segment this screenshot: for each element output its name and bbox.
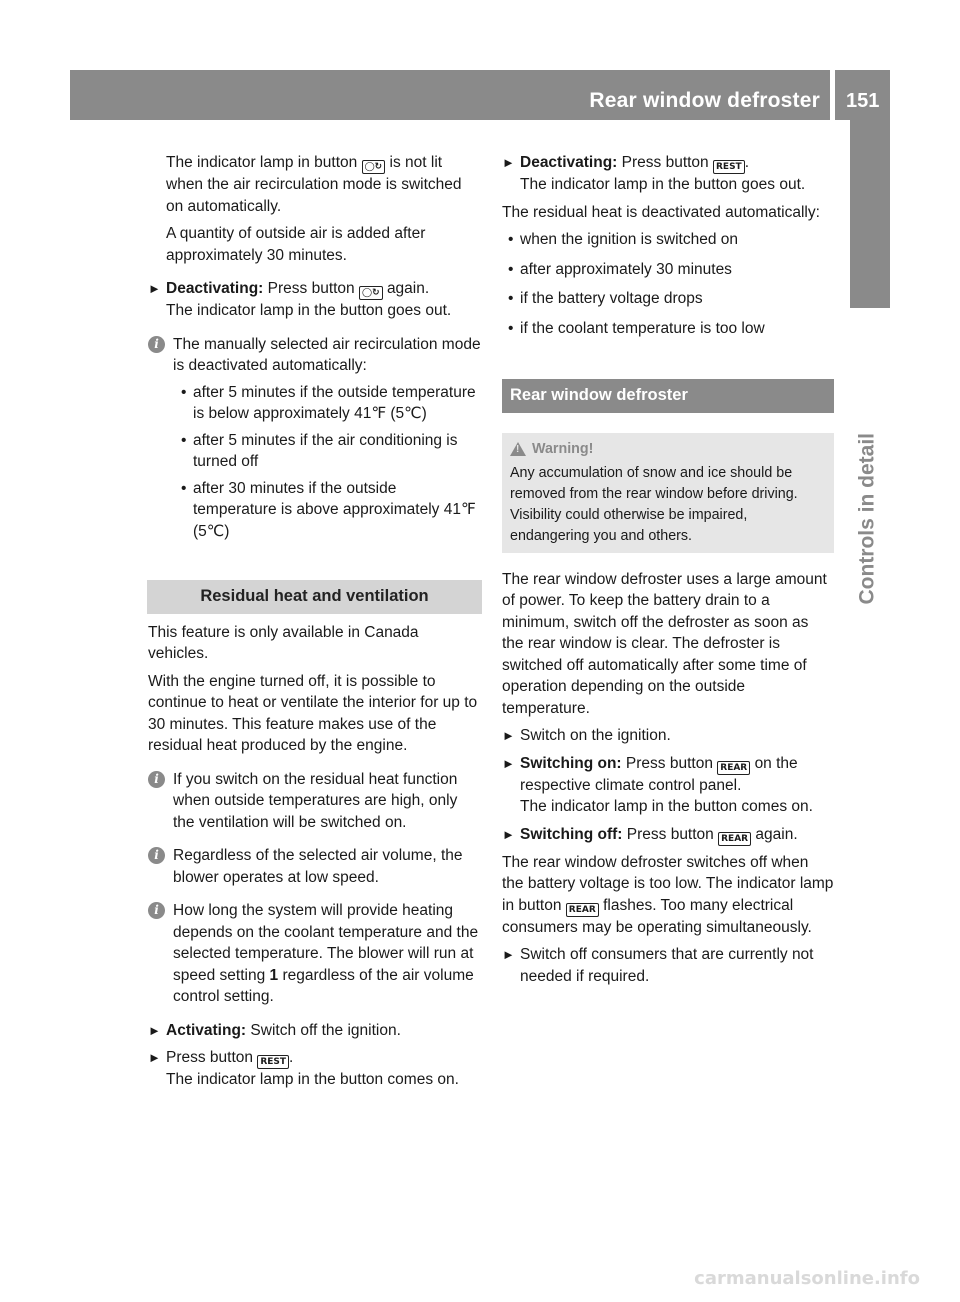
- warning-icon: [510, 442, 526, 456]
- section-heading-residual-heat: Residual heat and ventilation: [147, 580, 482, 614]
- step-arrow-icon: ►: [502, 947, 515, 962]
- press-rest-step: ► Press button REST . The indicator lamp in the button comes on.: [148, 1049, 459, 1088]
- rear-defroster-button-icon: REAR: [718, 832, 751, 846]
- rest-button-icon: REST: [257, 1055, 289, 1069]
- warning-text: Any accumulation of snow and ice should be removed from the rear window before driving. Visibility could otherwise be impaired, endangering you and others.: [510, 464, 798, 544]
- info-note: i If you switch on the residual heat function when outside temperatures are high, only the ventilation will be switched on.: [148, 769, 482, 834]
- list-item: • if the coolant temperature is too low: [508, 318, 834, 340]
- ignition-step: ► Switch on the ignition.: [502, 725, 834, 747]
- step-arrow-icon: ►: [502, 728, 515, 743]
- info-icon: i: [148, 902, 165, 919]
- warning-box: ! Warning! Any accumulation of snow and ice should be removed from the rear window before driving. Visibility could otherwise be impaired, endangering you and others.: [502, 433, 834, 553]
- info-icon: i: [148, 336, 165, 353]
- step-arrow-icon: ►: [502, 755, 515, 771]
- recirculation-button-icon: ◯↻: [362, 160, 386, 174]
- rear-defroster-button-icon: REAR: [717, 761, 750, 775]
- side-tab-label: Controls in detail: [855, 432, 879, 605]
- info-note: i How long the system will provide heating depends on the coolant temperature and the selected temperature. The blower will run at speed setting 1 regardless of the air volume control setting.: [148, 900, 482, 1008]
- side-tab: [850, 120, 890, 308]
- rear-defroster-button-icon: REAR: [566, 903, 599, 917]
- outside-air-paragraph: A quantity of outside air is added after approximately 30 minutes.: [166, 225, 426, 264]
- page-title: Rear window defroster: [589, 89, 820, 112]
- list-item: • if the battery voltage drops: [508, 288, 834, 310]
- deactivate-step: ► Deactivating: Press button ◯↻ again. The indicator lamp in the button goes out.: [148, 280, 452, 319]
- list-item: • after approximately 30 minutes: [508, 259, 834, 281]
- activate-step: ► Activating: Switch off the ignition.: [148, 1020, 482, 1042]
- battery-paragraph: The rear window defroster switches off when the battery voltage is too low. The indicator lamp in button REAR flashes. Too many electrical consumers may be operating simultaneously.: [502, 853, 834, 936]
- list-item: • when the ignition is switched on: [508, 229, 834, 251]
- canada-paragraph: This feature is only available in Canada vehicles.: [148, 623, 419, 662]
- rest-button-icon: REST: [713, 160, 745, 174]
- step-arrow-icon: ►: [148, 1022, 161, 1038]
- step-arrow-icon: ►: [148, 1050, 161, 1065]
- right-column: [502, 152, 834, 993]
- left-column: [148, 152, 482, 1097]
- switch-on-step: ► Switching on: Press button REAR on the respective climate control panel. The indicator lamp in the button comes on.: [502, 754, 813, 815]
- switch-off-step: ► Switching off: Press button REAR again.: [502, 825, 798, 844]
- step-arrow-icon: ►: [148, 281, 161, 296]
- info-icon: i: [148, 847, 165, 864]
- residual-heat-paragraph: With the engine turned off, it is possible to continue to heat or ventilate the interior for up to 30 minutes. This feature makes use of the residual heat produced by the engine.: [148, 672, 478, 754]
- step-arrow-icon: ►: [502, 155, 515, 170]
- defroster-power-paragraph: The rear window defroster uses a large amount of power. To keep the battery drain to a minimum, switch off the defroster as soon as the rear window is clear. The defroster is switched off automatically after some time of operation depending on the outside temperature.: [502, 570, 827, 717]
- info-note: i Regardless of the selected air volume, the blower operates at low speed.: [148, 845, 482, 888]
- list-item: • after 5 minutes if the air conditioning is turned off: [181, 430, 482, 473]
- section-heading-rear-defroster: Rear window defroster: [502, 379, 834, 413]
- switch-off-consumers-step: ► Switch off consumers that are currently not needed if required.: [502, 946, 814, 985]
- footer-watermark: carmanualsonline.info: [694, 1268, 920, 1289]
- deactivate-rest-step: ► Deactivating: Press button REST . The indicator lamp in the button goes out.: [502, 154, 806, 193]
- page-number: 151: [846, 90, 880, 112]
- list-item: • after 30 minutes if the outside temperature is above approximately 41℉ (5℃): [181, 478, 482, 543]
- list-item: • after 5 minutes if the outside temperature is below approximately 41℉ (5℃): [181, 382, 482, 425]
- info-icon: i: [148, 771, 165, 788]
- deactivation-bullet-list: [173, 382, 482, 543]
- step-arrow-icon: ►: [502, 826, 515, 842]
- recirculation-button-icon: ◯↻: [359, 286, 383, 300]
- info-note: i The manually selected air recirculation mode is deactivated automatically: • after 5 minutes if the outside temperature is below approximately 41℉ (5℃) • after 5 minutes if the air conditioning is turned off • after 30 minutes if the outside temperature is above approximately 41℉ (5℃): [148, 334, 482, 543]
- residual-deactivated-paragraph: The residual heat is deactivated automatically:: [502, 203, 820, 221]
- header-divider: [830, 70, 835, 120]
- residual-bullet-list: [508, 229, 834, 339]
- recirc-lamp-paragraph: The indicator lamp in button ◯↻ is not lit when the air recirculation mode is switched on automatically.: [166, 154, 462, 215]
